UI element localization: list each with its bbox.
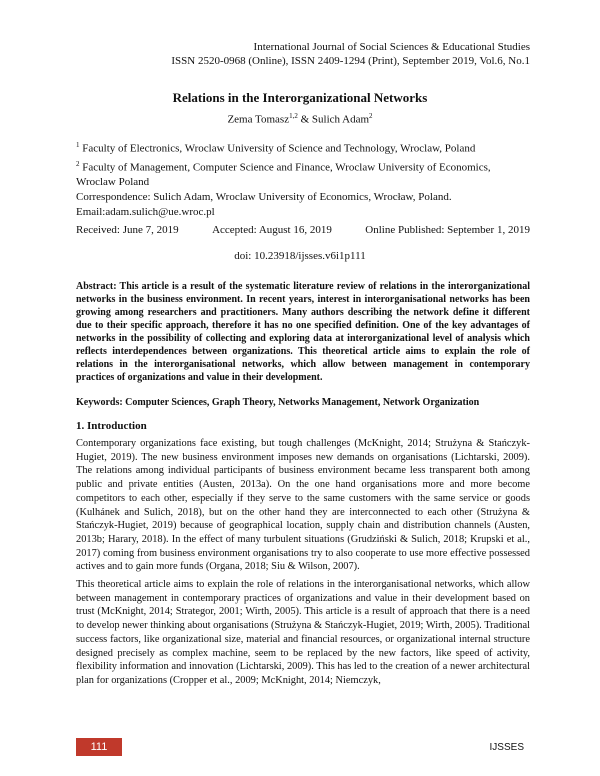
affiliation-1-marker: 1 xyxy=(76,141,80,149)
journal-header xyxy=(171,40,530,68)
affiliation-2-text: Faculty of Management, Computer Science and Finance, Wroclaw University of Economics, Wroclaw Poland xyxy=(76,161,491,189)
journal-issn: ISSN 2520-0968 (Online), ISSN 2409-1294 (Print), September 2019, Vol.6, No.1 xyxy=(171,55,530,67)
journal-abbreviation: IJSSES xyxy=(489,742,524,753)
page-number-badge: 111 xyxy=(76,738,122,756)
abstract: Abstract: This article is a result of the systematic literature review of relations in the interorganizational networks in the business environment. In recent years, interest in interorganisational networks has been growing among researchers and practitioners. Many authors describing the network define it different due to their specific approach, therefore it has no one specified definition. One of the key advantages of networks in the possibility of collecting and exploring data at interorganizational level of analysis which reflects interdependences between organizations. This theoretical article aims to explain the role of relations in the interorganisational networks, which allow between management in contemporary practices of organizations and value in their development. xyxy=(76,281,530,383)
author-2-affil: 2 xyxy=(369,112,373,120)
affiliation-1 xyxy=(76,138,530,157)
author-line xyxy=(0,112,600,126)
email: Email:adam.sulich@ue.wroc.pl xyxy=(76,206,215,219)
paragraph: This theoretical article aims to explain the role of relations in the interorganisational networks, which allow between management in contemporary practices of organizations and value in their development based on trust (McKnight, 2014; Strategor, 2001; Wirth, 2005). This article is a result of approach that there is a need to develop newer thinking about organisations (Strużyna & Stańczyk-Hugiet, 2019; Wirth, 2005). Traditional success factors, like organizational size, material and financial resources, or organizational internal structure designed precisely as complex machine, seem to be replaced by the new factors, like speed of activity, flexibility information and innovation (Lichtarski, 2009). This has led to the creation of a newer architectural plan for organizations (Cropper et al., 2009; McKnight, 2014; Niemczyk, xyxy=(76,579,530,686)
body-text xyxy=(76,437,530,692)
affiliation-1-text: Faculty of Electronics, Wroclaw University of Science and Technology, Wroclaw, Poland xyxy=(82,142,476,155)
received-date: Received: June 7, 2019 xyxy=(76,224,179,236)
accepted-date: Accepted: August 16, 2019 xyxy=(212,224,332,236)
author-2: Sulich Adam xyxy=(311,113,370,126)
correspondence: Correspondence: Sulich Adam, Wroclaw University of Economics, Wrocław, Poland. xyxy=(76,191,452,204)
keywords: Keywords: Computer Sciences, Graph Theory, Networks Management, Network Organization xyxy=(76,397,480,408)
published-date: Online Published: September 1, 2019 xyxy=(365,224,530,236)
affiliations xyxy=(76,138,530,220)
affiliation-2 xyxy=(76,157,530,191)
doi: doi: 10.23918/ijsses.v6i1p111 xyxy=(234,250,366,262)
paragraph: Contemporary organizations face existing, but tough challenges (McKnight, 2014; Strużyna & Stańczyk-Hugiet, 2019). The new business environment imposes new demands on organisations (Lichtarski, 2009). The relations among individual participants of business environment became less transparent both among public and private entities (Austen, 2013a). On the one hand organisations more and more become competitors to each other, especially if they serve to the same customers with the same service or goods (Kulhánek and Sulich, 2018), but on the other hand they are interconnected to each other (Strużyna & Stańczyk-Hugiet, 2019) because of geographical location, supply chain and distribution channels (Austen, 2013b; Harary, 2018). In the effect of many turbulent situations (Grudziński & Sulich, 2018; Krupski et al., 2017) coming from business environment organisations try to also cooperate to use more effective possessed actives and to gain more funds (Organa, 2018; Siu & Wilson, 2007). xyxy=(76,438,530,573)
affiliation-2-marker: 2 xyxy=(76,159,80,168)
publication-dates xyxy=(76,224,530,236)
author-1-affil: 1,2 xyxy=(289,112,298,120)
paper-title: Relations in the Interorganizational Networks xyxy=(172,90,428,105)
author-joiner: & xyxy=(297,113,312,126)
section-heading: 1. Introduction xyxy=(76,420,147,432)
journal-name: International Journal of Social Sciences & Educational Studies xyxy=(253,41,530,53)
author-1: Zema Tomasz xyxy=(227,113,290,126)
